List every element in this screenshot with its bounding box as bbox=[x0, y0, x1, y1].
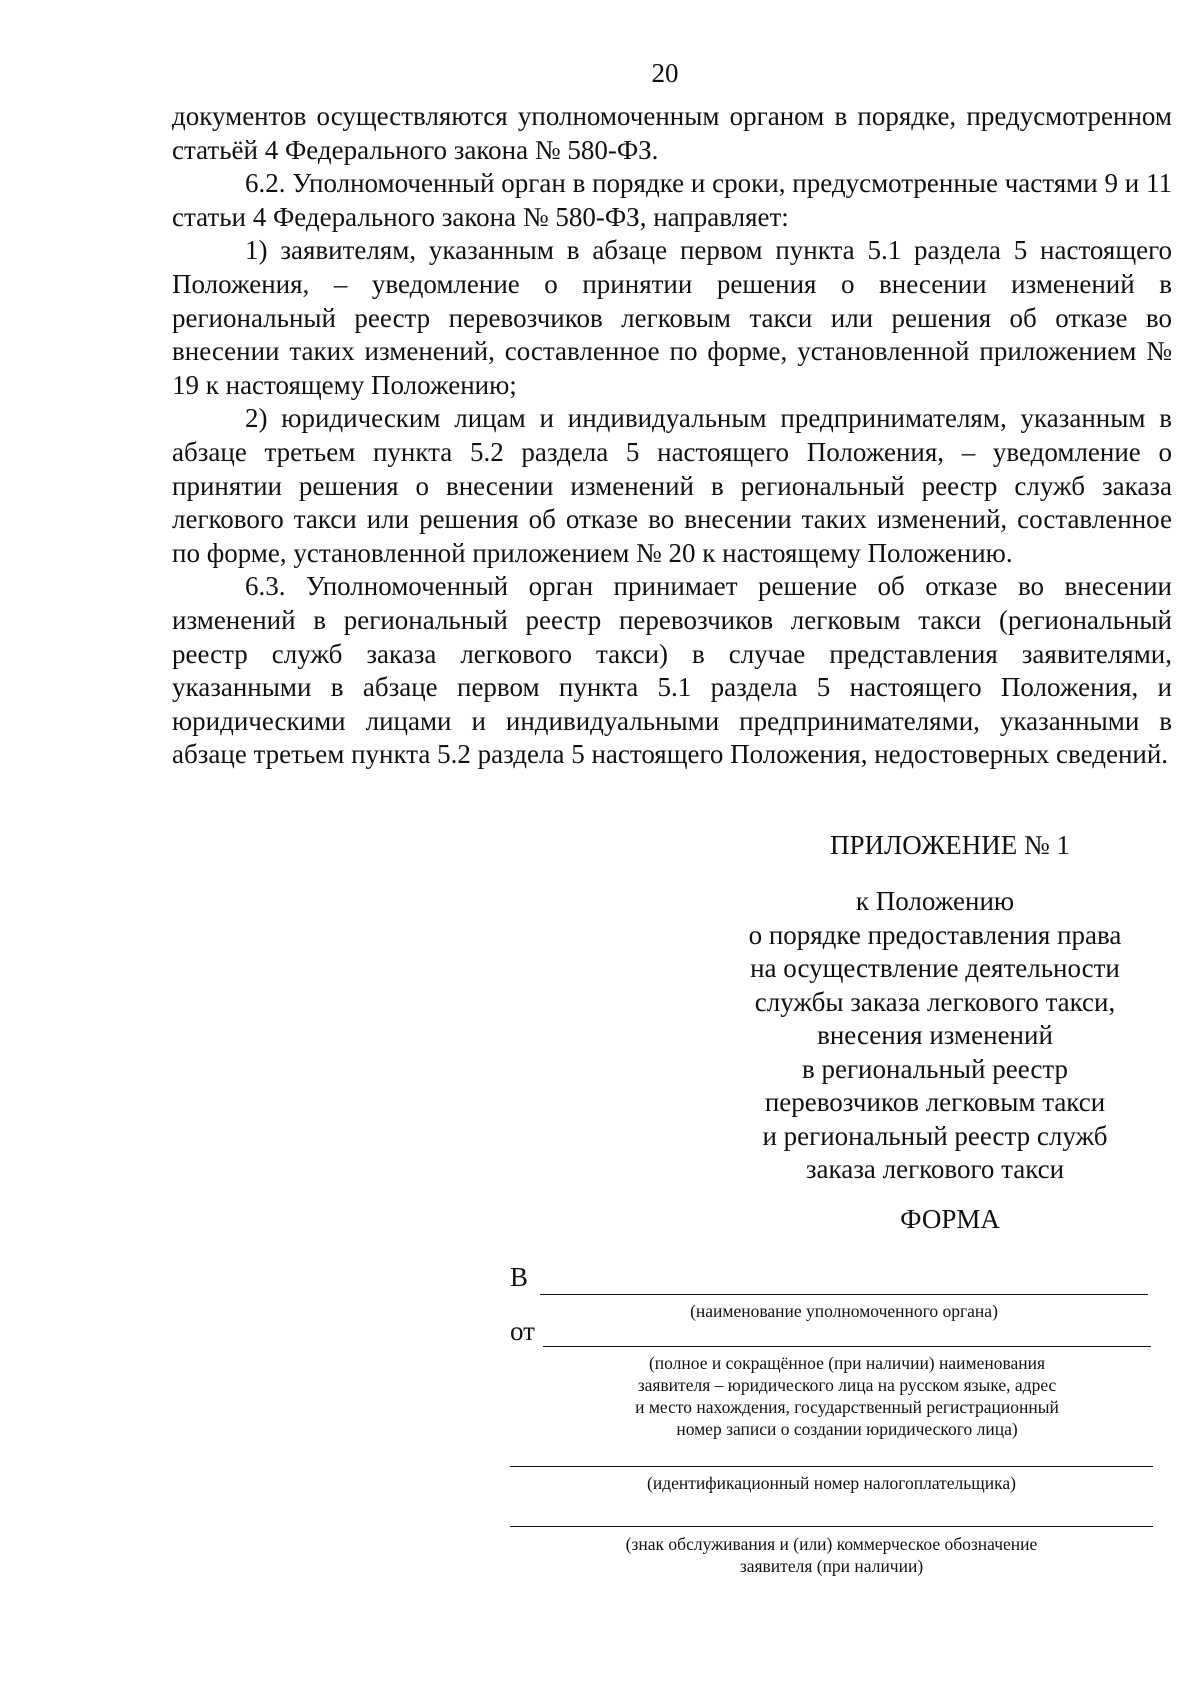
inn-field[interactable] bbox=[510, 1466, 1153, 1467]
to-prefix: В bbox=[510, 1262, 529, 1292]
caption-line: в региональный реестр bbox=[801, 1053, 1068, 1084]
paragraph-item-1: 1) заявителям, указанным в абзаце первом пункта 5.1 раздела 5 настоящего Положения, – уведомление о принятии решения о внесении изменений в региональный реестр перевозчиков легковым такси или решения об отказе во внесении таких изменений, составленное по форме, установленной приложением № 19 к настоящему Положению; bbox=[172, 235, 1172, 400]
paragraph-continuation: документов осуществляются уполномоченным органом в порядке, предусмотренном статьёй 4 Федерального закона № 580-ФЗ. bbox=[172, 101, 1172, 165]
caption-line: перевозчиков легковым такси bbox=[764, 1087, 1106, 1117]
from-prefix: от bbox=[510, 1316, 535, 1346]
appendix-title: ПРИЛОЖЕНИЕ № 1 bbox=[829, 830, 1071, 860]
caption-line: заказа легкового такси bbox=[805, 1154, 1065, 1184]
note-line: заявителя – юридического лица на русском языке, адрес bbox=[637, 1375, 1057, 1395]
paragraph-6-3: 6.3. Уполномоченный орган принимает решение об отказе во внесении изменений в региональный реестр перевозчиков легковым такси (региональный реестр служб заказа легкового такси) в случае представления заявителями, указанными в абзаце первом пункта 5.1 раздела 5 настоящего Положения, и юридическими лицами и индивидуальными предпринимателями, указанными в абзаце третьем пункта 5.2 раздела 5 настоящего Положения, недостоверных сведений. bbox=[172, 571, 1172, 770]
caption-line: и региональный реестр служб bbox=[762, 1120, 1108, 1151]
applicant-name-note bbox=[543, 1352, 1151, 1440]
note-line: (полное и сокращённое (при наличии) наименования bbox=[648, 1353, 1046, 1373]
note-line: номер записи о создании юридического лица) bbox=[676, 1419, 1018, 1439]
page-number: 20 bbox=[651, 58, 679, 88]
authority-name-field[interactable] bbox=[540, 1294, 1148, 1295]
note-line: и место нахождения, государственный регистрационный bbox=[635, 1397, 1059, 1417]
caption-line: к Положению bbox=[855, 886, 1015, 916]
trademark-field[interactable] bbox=[510, 1526, 1153, 1527]
applicant-name-field[interactable] bbox=[543, 1346, 1151, 1347]
trademark-note bbox=[510, 1533, 1153, 1577]
caption-line: службы заказа легкового такси, bbox=[754, 986, 1116, 1017]
body-text bbox=[172, 100, 1172, 772]
caption-line: о порядке предоставления права bbox=[748, 919, 1122, 950]
note-line: заявителя (при наличии) bbox=[739, 1556, 924, 1576]
paragraph-6-2: 6.2. Уполномоченный орган в порядке и сроки, предусмотренные частями 9 и 11 статьи 4 Федерального закона № 580-ФЗ, направляет: bbox=[172, 168, 1172, 232]
inn-note: (идентификационный номер налогоплательщика) bbox=[647, 1473, 1016, 1493]
paragraph-item-2: 2) юридическим лицам и индивидуальным предпринимателям, указанным в абзаце третьем пункта 5.2 раздела 5 настоящего Положения, – уведомление о принятии решения о внесении изменений в региональный реестр служб заказа легкового такси или решения об отказе во внесении таких изменений, составленное по форме, установленной приложением № 20 к настоящему Положению. bbox=[172, 403, 1172, 568]
caption-line: внесения изменений bbox=[817, 1020, 1053, 1050]
caption-line: на осуществление деятельности bbox=[750, 953, 1120, 983]
appendix-caption bbox=[720, 885, 1150, 1187]
authority-name-note: (наименование уполномоченного органа) bbox=[690, 1301, 998, 1321]
note-line: (знак обслуживания и (или) коммерческое обозначение bbox=[625, 1534, 1038, 1554]
form-title: ФОРМА bbox=[900, 1204, 1000, 1234]
